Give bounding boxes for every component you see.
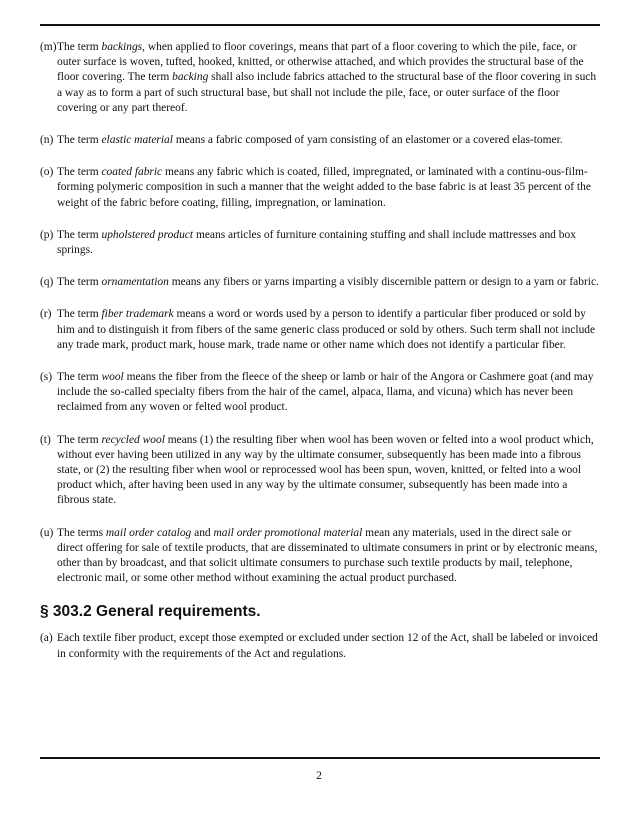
defined-term: elastic material xyxy=(101,134,173,147)
paragraph-label: (p) xyxy=(40,228,54,241)
paragraph-m: (m)The term backings, when applied to floor coverings, means that part of a floor covering to which the pile, face, or outer surface is woven, tufted, hooked, knitted, or otherwise attached, and which provides the structural base of the floor covering. The term backing shall also include fabrics attached to the structural base of the floor covering in such a way as to form a part of such structural base, but shall not include the pile, face, or outer surface of the floor covering or any part thereof. xyxy=(40,41,597,114)
paragraph-r: (r) The term fiber trademark means a word or words used by a person to identify a particular fiber produced or sold by him and to distinguish it from fibers of the same generic class produced or sold by others. Such term shall not include any trade mark, product mark, house mark, trade name or other name which does not identify a particular fiber. xyxy=(40,308,596,351)
defined-term: coated fabric xyxy=(101,166,163,179)
defined-term: wool xyxy=(101,371,124,384)
defined-term: backing xyxy=(172,71,209,84)
page-content xyxy=(40,40,600,679)
paragraph-u: (u) The terms mail order catalog and mail order promotional material mean any materials, used in the direct sale or direct offering for sale of textile products, that are disseminated to ultimate consumers in print or by electronic means, other than by broadcast, and that solicit ultimate consumers to purchase such textile products by mail, telephone, electronic mail, or some other method without examining the actual product purchased. xyxy=(40,526,598,585)
bottom-rule xyxy=(40,757,600,759)
section-heading: § 303.2 General requirements. xyxy=(40,603,261,621)
paragraph-s: (s) The term wool means the fiber from the fleece of the sheep or lamb or hair of the Angora or Cashmere goat (and may include the so-called specialty fibers from the hair of the camel, alpaca, llama, and vicuna) which has never been reclaimed from any woven or felted wool product. xyxy=(40,371,594,414)
paragraph-label: (s) xyxy=(40,371,53,384)
page-number: 2 xyxy=(316,770,322,782)
paragraph-p: (p) The term upholstered product means articles of furniture containing stuffing and shall include mattresses and box springs. xyxy=(40,228,576,257)
defined-term: recycled wool xyxy=(101,433,165,446)
defined-term: mail order catalog xyxy=(105,526,192,539)
defined-term: fiber trademark xyxy=(101,308,174,321)
defined-term: backings xyxy=(101,41,143,53)
paragraph-t: (t) The term recycled wool means (1) the resulting fiber when wool has been woven or felted into a wool product which, without ever having been utilized in any way by the ultimate consumer, subsequently has been made into a fibrous state, or (2) the resulting fiber when wool or reprocessed wool has been spun, woven, knitted, or felted into a wool product which, after having been used in any way by the ultimate consumer, subsequently has been made into a fibrous state. xyxy=(40,433,594,507)
paragraph-label: (n) xyxy=(40,134,54,147)
paragraph-label: (a) xyxy=(40,632,53,645)
paragraph-a: (a) Each textile fiber product, except those exempted or excluded under section 12 of the Act, shall be labeled or invoiced in conformity with the requirements of the Act and regulations. xyxy=(40,632,598,660)
paragraph-q: (q) The term ornamentation means any fibers or yarns imparting a visibly discernible pattern or design to a yarn or fabric. xyxy=(40,275,600,290)
paragraph-label: (t) xyxy=(40,433,51,446)
paragraph-label: (u) xyxy=(40,526,54,539)
paragraph-label: (o) xyxy=(40,166,54,179)
paragraph-n: (n) The term elastic material means a fabric composed of yarn consisting of an elastomer or a covered elas-tomer. xyxy=(40,133,600,148)
paragraph-label: (m) xyxy=(40,41,57,53)
paragraph-o: (o) The term coated fabric means any fabric which is coated, filled, impregnated, or laminated with a continu-ous-film-forming polymeric composition in such a manner that the weight added to the base fabric is at least 35 percent of the weight of the fabric before coating, filling, impregnation, or lamination. xyxy=(40,166,591,209)
paragraph-label: (q) xyxy=(40,276,54,289)
top-rule xyxy=(40,24,600,26)
defined-term: mail order promotional material xyxy=(213,526,363,539)
defined-term: ornamentation xyxy=(101,276,169,289)
paragraph-label: (r) xyxy=(40,308,52,321)
defined-term: upholstered product xyxy=(101,228,194,241)
